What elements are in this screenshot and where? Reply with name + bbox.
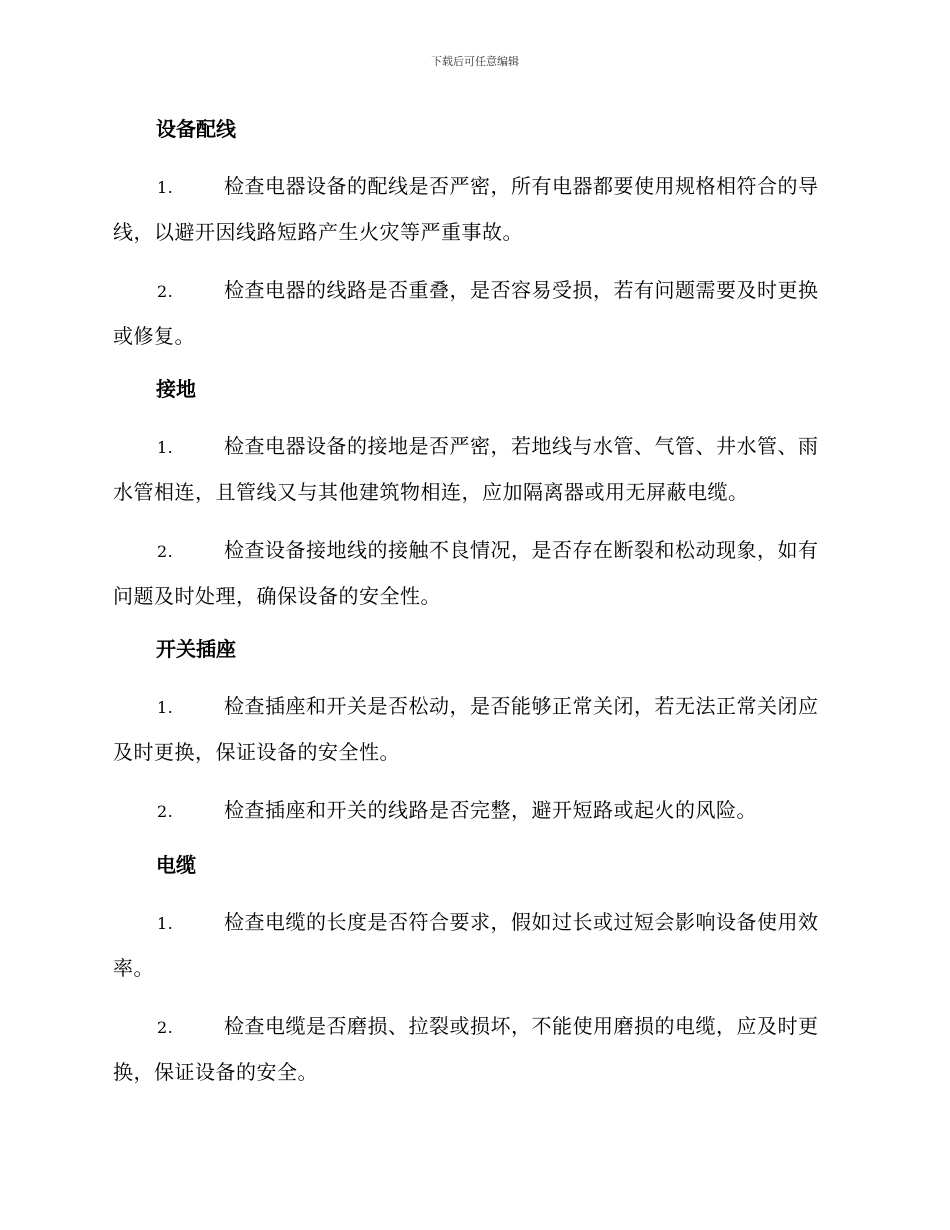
section-heading: 电缆 [156,853,196,877]
list-item [113,788,835,834]
page-header-note: 下载后可任意编辑 [431,55,519,68]
list-item [113,164,835,254]
item-text: 检查电器的线路是否重叠，是否容易受损，若有问题需要及时更换或修复。 [113,278,819,348]
list-item [113,268,835,358]
list-item [113,424,835,514]
item-text: 检查电缆是否磨损、拉裂或损坏，不能使用磨损的电缆，应及时更换，保证设备的安全。 [113,1014,819,1084]
item-text: 检查设备接地线的接触不良情况，是否存在断裂和松动现象，如有问题及时处理，确保设备的安全性。 [113,538,819,608]
section-switch-socket [113,632,835,834]
section-heading: 接地 [156,377,196,401]
list-item [113,900,835,990]
item-number: 1. [157,914,174,933]
section-cable [113,848,835,1094]
document-body [113,112,835,1108]
list-item [113,684,835,774]
item-number: 2. [157,542,174,561]
item-text: 检查插座和开关的线路是否完整，避开短路或起火的风险。 [224,798,757,822]
section-wiring [113,112,835,358]
item-text: 检查电器设备的配线是否严密，所有电器都要使用规格相符合的导线，以避开因线路短路产生火灾等严重事故。 [113,174,819,244]
list-item [113,1004,835,1094]
list-item [113,528,835,618]
section-heading: 开关插座 [156,637,236,661]
section-grounding [113,372,835,618]
item-number: 2. [157,282,174,301]
item-number: 2. [157,1018,174,1037]
item-number: 1. [157,438,174,457]
section-heading: 设备配线 [156,117,236,141]
item-text: 检查插座和开关是否松动，是否能够正常关闭，若无法正常关闭应及时更换，保证设备的安全性。 [113,694,819,764]
item-text: 检查电器设备的接地是否严密，若地线与水管、气管、井水管、雨水管相连，且管线又与其他建筑物相连，应加隔离器或用无屏蔽电缆。 [113,434,819,504]
item-number: 1. [157,698,174,717]
item-number: 1. [157,178,174,197]
item-text: 检查电缆的长度是否符合要求，假如过长或过短会影响设备使用效率。 [113,910,819,980]
item-number: 2. [157,802,174,821]
